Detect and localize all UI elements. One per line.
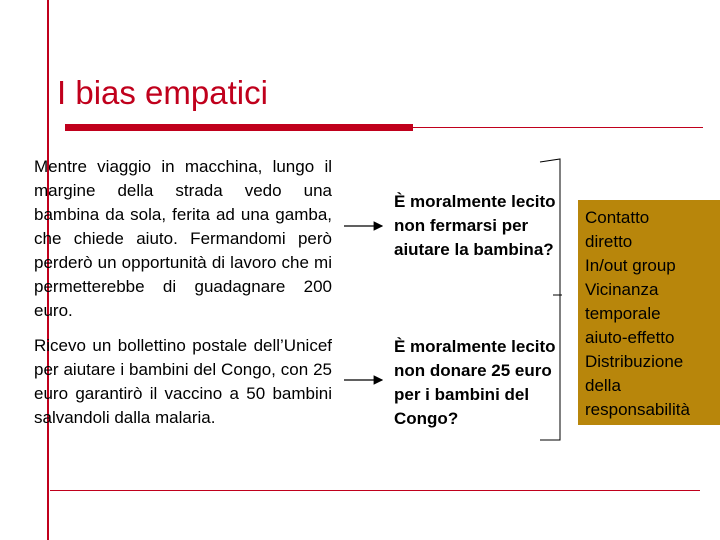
slide-title: I bias empatici [57,74,268,111]
question-2: È moralmente lecito non donare 25 euro per i bambini del Congo? [394,337,556,428]
factor-line: della [585,376,621,395]
factor-line: Contatto [585,208,650,227]
bottom-divider [50,490,700,491]
scenario-paragraph-2: Ricevo un bollettino postale dell’Unicef per aiutare i bambini del Congo, con 25 euro garantirò il vaccino a 50 bambini salvandoli dalla malaria. [34,336,332,427]
factor-line: In/out group [585,256,676,275]
bias-factors-list [585,206,690,422]
question-1: È moralmente lecito non fermarsi per aiutare la bambina? [394,192,556,259]
factor-line: Distribuzione [585,352,684,371]
scenario-paragraph-1: Mentre viaggio in macchina, lungo il margine della strada vedo una bambina da sola, ferita ad una gamba, che chiede aiuto. Fermandomi però perderò un opportunità di lavoro che mi permetterebbe di guadagnare 200 euro. [34,157,332,320]
factor-line: diretto [585,232,633,251]
factor-line: Vicinanza [585,280,659,299]
factor-line: aiuto-effetto [585,328,675,347]
factor-line: temporale [585,304,661,323]
factor-line: responsabilità [585,400,690,419]
